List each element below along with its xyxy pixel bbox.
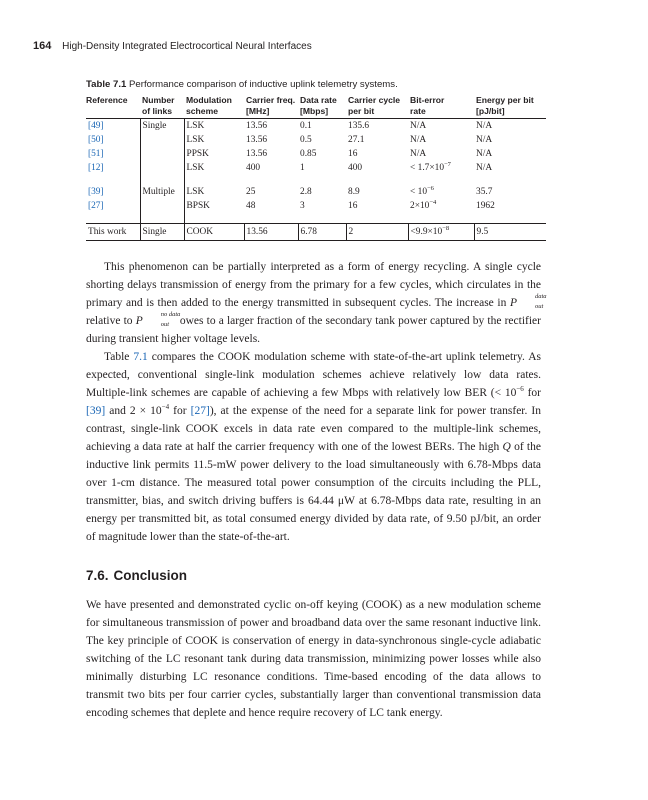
gap-cell [184,213,244,224]
table-header-row [86,95,546,119]
table-row-this-work [86,224,546,241]
table-gap-row [86,213,546,224]
cell-ber: < $10^{-6}$ [410,184,434,197]
gap-cell [408,175,474,185]
gap-cell [474,213,546,224]
gap-cell [408,213,474,224]
cell-freq: 13.56 [244,224,298,241]
cell-freq: 13.56 [246,135,268,145]
cell-cycle: 8.9 [348,187,360,197]
col-header-carrier-cycle: Carrier cycle per bit [346,95,408,119]
cell-rate: 3 [300,201,305,211]
performance-table [86,95,546,241]
cell-rate: 1 [300,163,305,173]
cell-ref: [39] [86,185,140,199]
cell-ref: [27] [86,199,140,213]
cell-ber: N/A [410,149,427,159]
cell-energy: 1962 [476,201,495,211]
cell-energy: 9.5 [474,224,546,241]
gap-cell [474,175,546,185]
cell-ref: This work [86,224,140,241]
cell-mod: COOK [184,224,244,241]
cell-links: Single [140,224,184,241]
table-row [86,133,546,147]
col-header-modulation: Modulation scheme [184,95,244,119]
table-row [86,185,546,199]
cell-rate: 0.5 [300,135,312,145]
gap-cell [86,175,140,185]
section-title: Conclusion [113,568,188,583]
gap-cell [244,213,298,224]
cell-mod: LSK [186,135,205,145]
cell-links [140,133,184,147]
citation-link[interactable]: [39] [86,405,106,417]
cell-cycle: 2 [346,224,408,241]
col-header-data-rate: Data rate [Mbps] [298,95,346,119]
cell-ber: $<9.9\times 10^{-8}$ [408,224,474,241]
col-header-ber: Bit-error rate [408,95,474,119]
cell-ber: $2\times 10^{-4}$ [410,198,437,211]
cell-freq: 13.56 [246,149,268,159]
gap-cell [86,213,140,224]
body-paragraphs [86,258,547,546]
cell-ber: N/A [410,121,427,131]
cell-rate: 2.8 [300,187,312,197]
cell-cycle: 16 [348,149,358,159]
p-out-no-data-script: no data out [160,311,181,328]
cell-rate: 0.1 [300,121,312,131]
cell-links [140,161,184,175]
cell-energy: N/A [476,149,493,159]
cell-links [140,199,184,213]
table-caption-label: Table 7.1 [86,79,127,90]
table-row [86,161,546,175]
paragraph-conclusion: We have presented and demonstrated cyclic on-off keying (COOK) as a new modulation scheme for simultaneous transmission of power and broadband data over the same resonant inductive link. The key principle of COOK is conservation of energy in data-synchronous single-cycle adiabatic switching of the LC resonant tank during data transmission, minimizing power losses while also minimally disturbing LC resonance conditions. Time-based encoding of the data allows to transmit two bits per four carrier cycles, substantially larger than conventional transmission data encoding schemes that deplete and hence require recovery of LC tank energy. [86,599,541,719]
paragraph-comparison: Table 7.1 compares the COOK modulation scheme with state-of-the-art uplink telemetry. As expected, conventional single-link modulation schemes achieve relatively low data rates. Multiple-link schemes are capable of achieving a few Mbps with relatively low BER (< $10^{-6}$ for [39] and $2 \times 10^{-4}$ for [27]), at the expense of the need for a separate link for power transfer. In contrast, single-link COOK excels in data rate even compared to the multiple-link schemes, achieving a data rate at half the carrier frequency with one of the lowest BERs. The high Q of the inductive link permits 11.5-mW power delivery to the load simultaneously with 6.78-Mbps data over 1-cm distance. The measured total power consumption of the circuits including the PLL, transmitter, bias, and switch driving buffers is 64.44 μW at 6.78-Mbps data rate, resulting in an energy per transmitted bit, as total consumed energy divided by data rate, of 9.50 pJ/bit, an order of magnitude lower than the state-of-the-art. [86,351,541,543]
gap-cell [298,175,346,185]
col-header-energy: Energy per bit [pJ/bit] [474,95,546,119]
cell-cycle: 27.1 [348,135,365,145]
cell-energy: N/A [476,163,493,173]
cell-mod: LSK [186,187,205,197]
cell-cycle: 16 [348,201,358,211]
cell-ref: [49] [86,119,140,134]
gap-cell [140,213,184,224]
section-heading [86,568,187,583]
table-caption-text: Performance comparison of inductive uplink telemetry systems. [129,79,398,90]
table-caption [86,79,398,90]
gap-cell [298,213,346,224]
col-header-reference: Reference [86,95,140,119]
cell-ref: [50] [86,133,140,147]
cell-energy: N/A [476,135,493,145]
cell-ref: [51] [86,147,140,161]
cell-links [140,147,184,161]
cell-cycle: 400 [348,163,363,173]
conclusion-body [86,596,541,722]
cell-rate: 0.85 [300,149,317,159]
gap-cell [140,175,184,185]
col-header-carrier-freq: Carrier freq. [MHz] [244,95,298,119]
col-header-links: Number of links [140,95,184,119]
gap-cell [184,175,244,185]
gap-cell [346,175,408,185]
cell-links: Single [140,119,184,134]
paragraph-energy-recycling: This phenomenon can be partially interpreted as a form of energy recycling. A single cycle shorting delays transmission of energy from the primary for a few cycles, which circulates in the primary and is then added to the energy transmitted in subsequent cycles. The increase in P data out relative to P no data out owes to a larger fraction of the secondary tank power captured by the rectifier during transient higher voltage levels. [86,261,547,345]
p-out-data-script: data out [535,293,547,310]
cell-freq: 400 [246,163,261,173]
cell-ber: N/A [410,135,427,145]
cell-freq: 13.56 [246,121,268,131]
table-gap-row [86,175,546,185]
citation-link[interactable]: [27] [190,405,210,417]
gap-cell [244,175,298,185]
running-head-title: High-Density Integrated Electrocortical Neural Interfaces [62,41,312,52]
cell-mod: LSK [186,121,205,131]
gap-cell [346,213,408,224]
cell-energy: 35.7 [476,187,493,197]
cell-rate: 6.78 [298,224,346,241]
section-number: 7.6. [86,568,109,583]
cell-energy: N/A [476,121,493,131]
cell-mod: LSK [186,163,205,173]
cell-ber: < $1.7\times 10^{-7}$ [410,160,451,173]
table-ref-link[interactable]: 7.1 [133,351,148,363]
cell-mod: BPSK [186,201,210,211]
cell-links: Multiple [140,185,184,199]
cell-mod: PPSK [186,149,209,159]
page-number: 164 [33,40,52,52]
cell-freq: 25 [246,187,256,197]
running-head [33,40,312,52]
cell-freq: 48 [246,201,256,211]
table-row [86,119,546,134]
table-row [86,147,546,161]
cell-cycle: 135.6 [348,121,370,131]
cell-ref: [12] [86,161,140,175]
table-row [86,199,546,213]
